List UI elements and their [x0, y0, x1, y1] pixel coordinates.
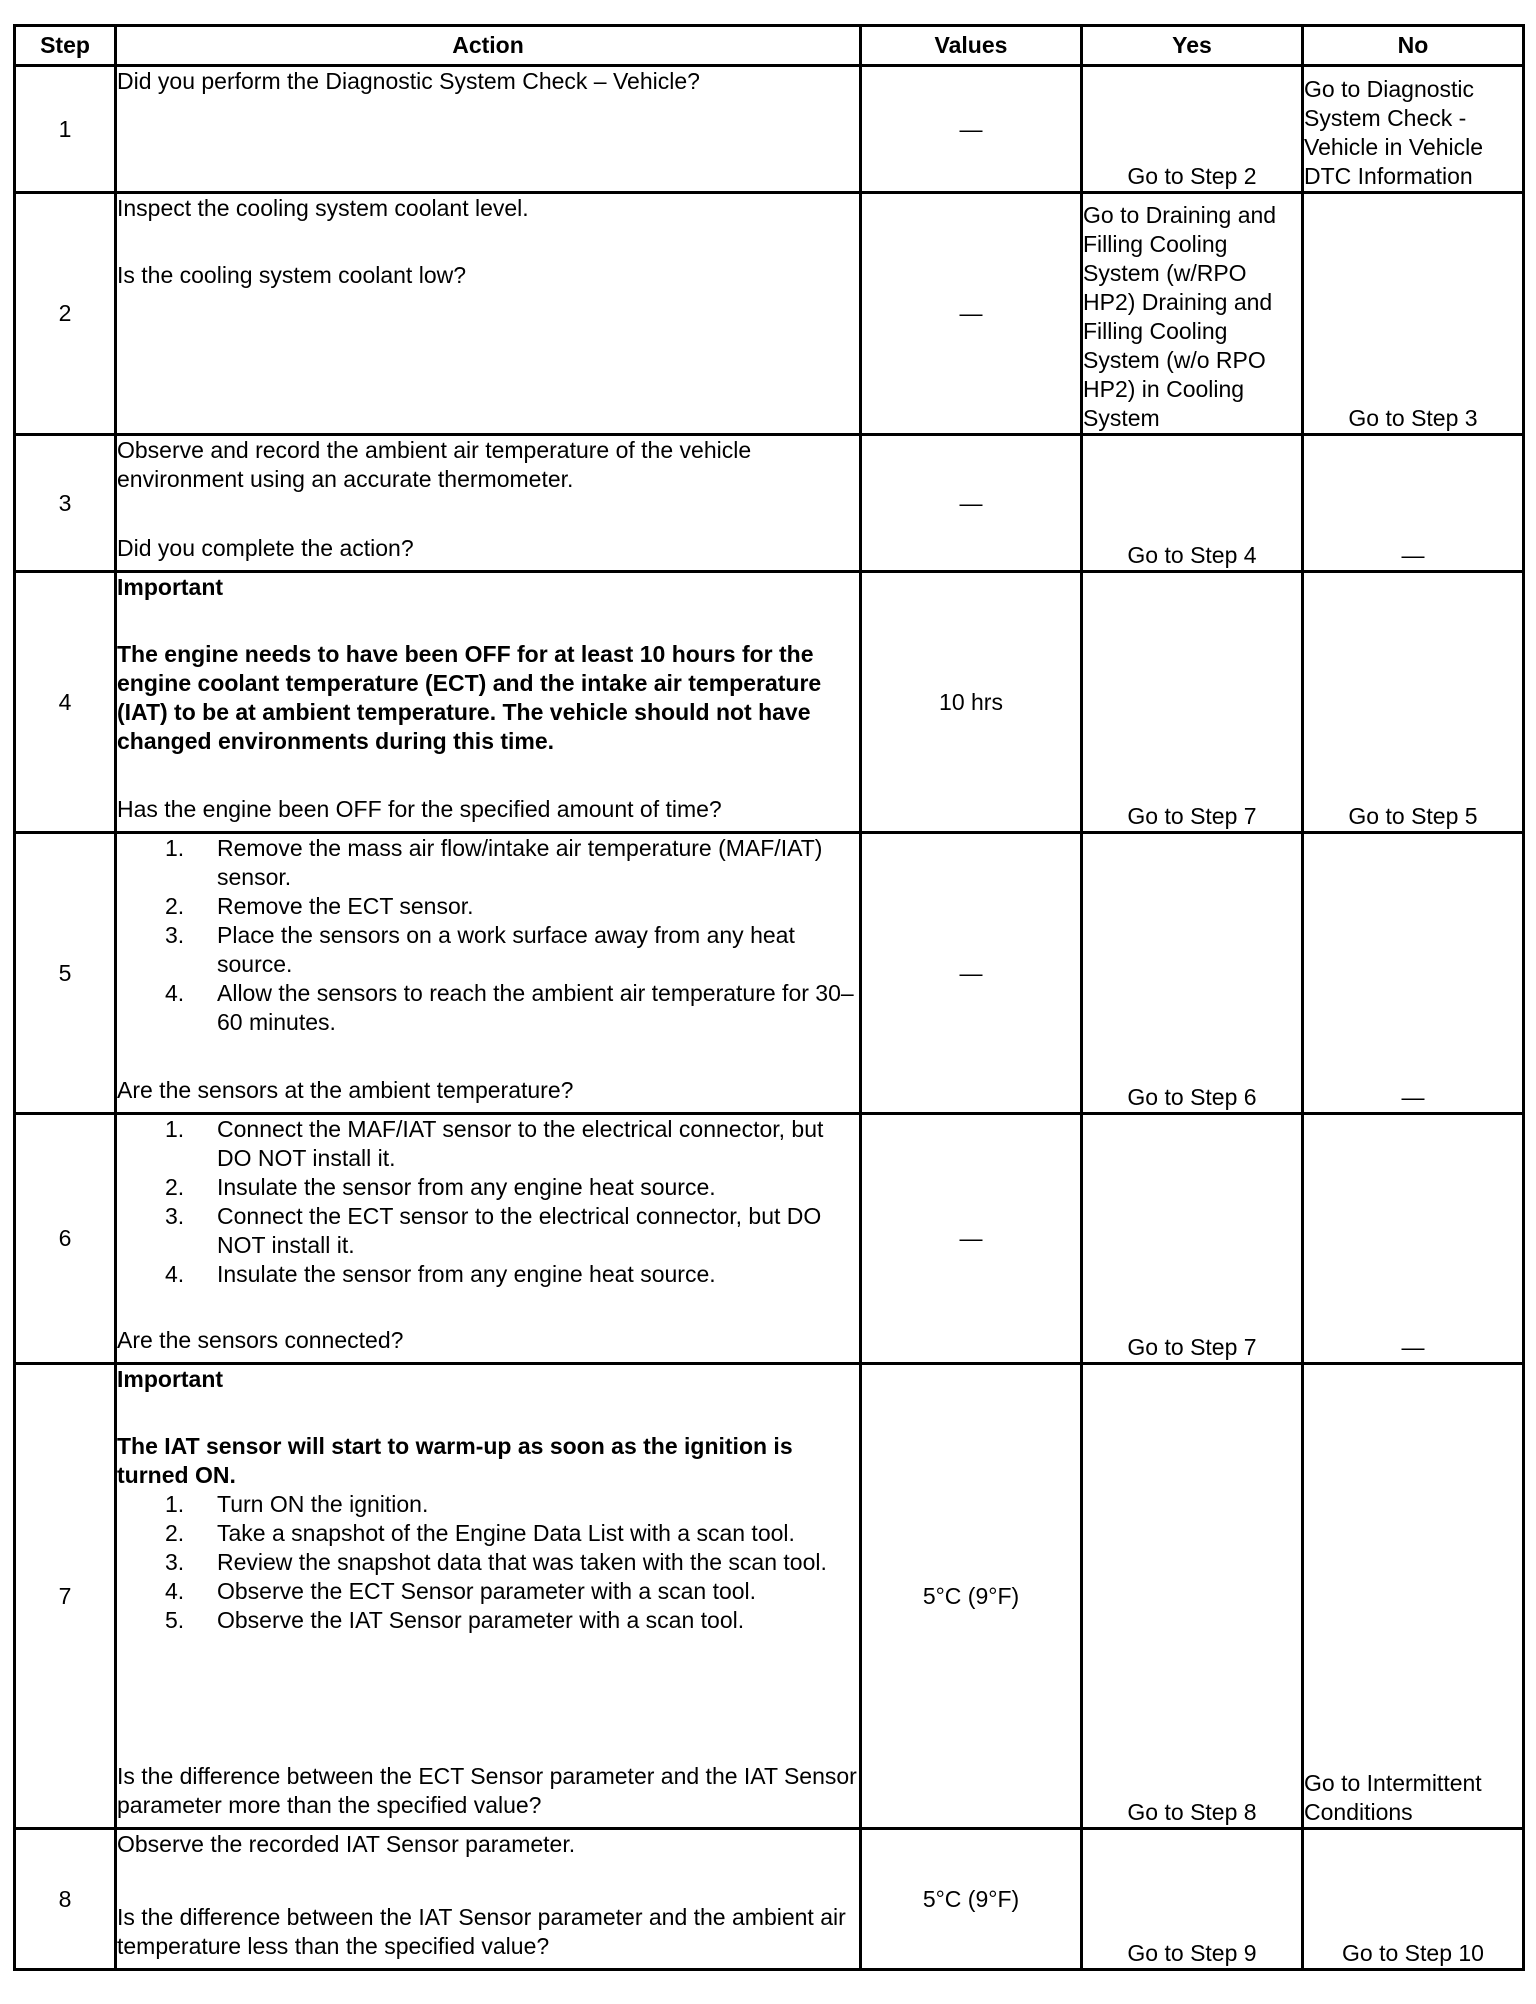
no-cell: —	[1303, 1114, 1524, 1364]
header-step: Step	[15, 26, 116, 66]
list-item	[117, 1548, 859, 1577]
diagnostic-table	[13, 24, 1525, 1971]
header-action: Action	[116, 26, 861, 66]
action-question: Is the cooling system coolant low?	[117, 262, 467, 288]
list-item	[117, 892, 859, 921]
action-question: Is the difference between the IAT Sensor parameter and the ambient air temperature less than the specified value?	[117, 1904, 846, 1959]
list-number: 1.	[165, 1491, 185, 1517]
step-number: 2	[15, 193, 116, 435]
procedure-list	[117, 1490, 859, 1635]
step-number: 8	[15, 1829, 116, 1970]
yes-cell: Go to Step 9	[1082, 1829, 1303, 1970]
important-label: Important	[117, 574, 224, 600]
list-text: Take a snapshot of the Engine Data List with a scan tool.	[217, 1520, 795, 1546]
yes-cell: Go to Step 7	[1082, 572, 1303, 833]
list-text: Connect the MAF/IAT sensor to the electrical connector, but DO NOT install it.	[217, 1116, 824, 1171]
list-item	[117, 834, 859, 892]
no-cell: —	[1303, 833, 1524, 1114]
no-cell: Go to Step 10	[1303, 1829, 1524, 1970]
action-cell	[116, 66, 861, 193]
action-question: Is the difference between the ECT Sensor parameter and the IAT Sensor parameter more than the specified value?	[117, 1763, 857, 1818]
values-cell: —	[861, 1114, 1082, 1364]
step-number: 1	[15, 66, 116, 193]
list-number: 4.	[165, 1261, 185, 1287]
list-number: 1.	[165, 835, 185, 861]
action-cell	[116, 572, 861, 833]
list-item	[117, 1115, 859, 1173]
action-cell	[116, 193, 861, 435]
yes-cell: Go to Step 6	[1082, 833, 1303, 1114]
list-text: Observe the IAT Sensor parameter with a scan tool.	[217, 1607, 745, 1633]
list-text: Allow the sensors to reach the ambient air temperature for 30–60 minutes.	[217, 980, 854, 1035]
action-question: Did you perform the Diagnostic System Check – Vehicle?	[117, 68, 700, 94]
values-cell: —	[861, 435, 1082, 572]
list-item	[117, 979, 859, 1037]
list-number: 4.	[165, 980, 185, 1006]
yes-cell: Go to Draining and Filling Cooling System (w/RPO HP2) Draining and Filling Cooling System (w/o RPO HP2) in Cooling System	[1082, 193, 1303, 435]
action-cell	[116, 1829, 861, 1970]
step-number: 4	[15, 572, 116, 833]
action-cell	[116, 435, 861, 572]
list-item	[117, 1173, 859, 1202]
step-number: 5	[15, 833, 116, 1114]
no-cell: Go to Step 5	[1303, 572, 1524, 833]
values-cell: —	[861, 193, 1082, 435]
list-item	[117, 1519, 859, 1548]
action-question: Are the sensors at the ambient temperature?	[117, 1077, 574, 1103]
list-text: Insulate the sensor from any engine heat source.	[217, 1261, 716, 1287]
list-number: 3.	[165, 1203, 185, 1229]
table-row	[15, 833, 1524, 1114]
list-text: Remove the mass air flow/intake air temperature (MAF/IAT) sensor.	[217, 835, 823, 890]
table-row	[15, 572, 1524, 833]
action-question: Has the engine been OFF for the specified amount of time?	[117, 796, 722, 822]
list-text: Place the sensors on a work surface away from any heat source.	[217, 922, 795, 977]
values-cell: 5°C (9°F)	[861, 1829, 1082, 1970]
list-number: 3.	[165, 1549, 185, 1575]
important-text: The IAT sensor will start to warm-up as soon as the ignition is turned ON.	[117, 1433, 793, 1488]
list-text: Insulate the sensor from any engine heat source.	[217, 1174, 716, 1200]
action-intro: Observe the recorded IAT Sensor parameter.	[117, 1831, 576, 1857]
no-cell: —	[1303, 435, 1524, 572]
action-question: Did you complete the action?	[117, 535, 414, 561]
yes-cell: Go to Step 7	[1082, 1114, 1303, 1364]
table-row	[15, 1364, 1524, 1829]
values-cell: 5°C (9°F)	[861, 1364, 1082, 1829]
action-cell	[116, 833, 861, 1114]
table-row	[15, 1829, 1524, 1970]
list-item	[117, 1202, 859, 1260]
header-no: No	[1303, 26, 1524, 66]
yes-cell: Go to Step 2	[1082, 66, 1303, 193]
step-number: 6	[15, 1114, 116, 1364]
action-intro: Inspect the cooling system coolant level.	[117, 195, 529, 221]
action-cell	[116, 1114, 861, 1364]
list-text: Turn ON the ignition.	[217, 1491, 429, 1517]
yes-cell: Go to Step 8	[1082, 1364, 1303, 1829]
header-yes: Yes	[1082, 26, 1303, 66]
values-cell: —	[861, 833, 1082, 1114]
list-number: 2.	[165, 1174, 185, 1200]
important-label: Important	[117, 1366, 224, 1392]
list-text: Review the snapshot data that was taken with the scan tool.	[217, 1549, 827, 1575]
list-number: 2.	[165, 1520, 185, 1546]
list-number: 5.	[165, 1607, 185, 1633]
action-cell	[116, 1364, 861, 1829]
action-question: Are the sensors connected?	[117, 1327, 404, 1353]
step-number: 3	[15, 435, 116, 572]
list-text: Observe the ECT Sensor parameter with a scan tool.	[217, 1578, 757, 1604]
values-cell: —	[861, 66, 1082, 193]
action-intro: Observe and record the ambient air temperature of the vehicle environment using an accurate thermometer.	[117, 437, 752, 492]
list-item	[117, 1260, 859, 1289]
table-row	[15, 193, 1524, 435]
list-number: 4.	[165, 1578, 185, 1604]
table-row	[15, 435, 1524, 572]
list-number: 2.	[165, 893, 185, 919]
procedure-list	[117, 834, 859, 1037]
procedure-list	[117, 1115, 859, 1289]
yes-cell: Go to Step 4	[1082, 435, 1303, 572]
list-text: Connect the ECT sensor to the electrical connector, but DO NOT install it.	[217, 1203, 822, 1258]
list-number: 3.	[165, 922, 185, 948]
table-row	[15, 66, 1524, 193]
header-row	[15, 26, 1524, 66]
step-number: 7	[15, 1364, 116, 1829]
list-item	[117, 1606, 859, 1635]
list-item	[117, 1577, 859, 1606]
list-item	[117, 921, 859, 979]
table-row	[15, 1114, 1524, 1364]
no-cell: Go to Intermittent Conditions	[1303, 1364, 1524, 1829]
list-number: 1.	[165, 1116, 185, 1142]
no-cell: Go to Diagnostic System Check - Vehicle in Vehicle DTC Information	[1303, 66, 1524, 193]
header-values: Values	[861, 26, 1082, 66]
values-cell: 10 hrs	[861, 572, 1082, 833]
list-item	[117, 1490, 859, 1519]
important-text: The engine needs to have been OFF for at least 10 hours for the engine coolant temperature (ECT) and the intake air temperature (IAT) to be at ambient temperature. The vehicle should not have changed environments during this time.	[117, 641, 822, 754]
no-cell: Go to Step 3	[1303, 193, 1524, 435]
list-text: Remove the ECT sensor.	[217, 893, 474, 919]
